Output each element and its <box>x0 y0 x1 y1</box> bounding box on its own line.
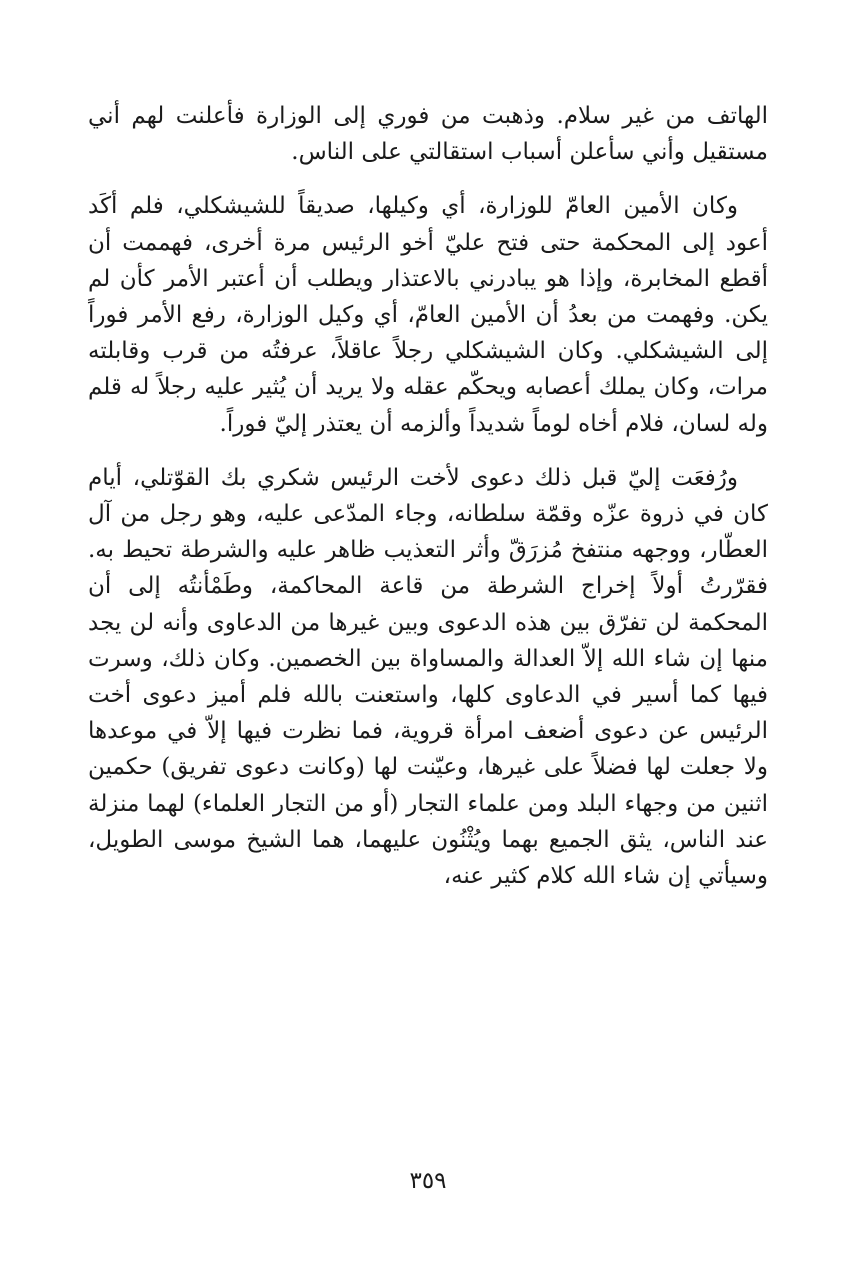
paragraph-continued: الهاتف من غير سلام. وذهبت من فوري إلى الوزارة فأعلنت لهم أني مستقيل وأني سأعلن أسباب استقالتي على الناس. <box>88 103 768 166</box>
body-text <box>88 98 768 894</box>
page-number: ٣٥٩ <box>409 1168 447 1194</box>
paragraph: ورُفعَت إليّ قبل ذلك دعوى لأخت الرئيس شكري بك القوّتلي، أيام كان في ذروة عزّه وقمّة سلطانه، وجاء المدّعى عليه، وهو رجل من آل العطّار، ووجهه منتفخ مُزرَقّ وأثر التعذيب ظاهر عليه والشرطة تحيط به. فقرّرتُ أولاً إخراج الشرطة من قاعة المحاكمة، وطَمْأنتُه إلى أن المحكمة لن تفرّق بين هذه الدعوى وبين غيرها من الدعاوى وأنه لن يجد منها إن شاء الله إلاّ العدالة والمساواة بين الخصمين. وكان ذلك، وسرت فيها كما أسير في الدعاوى كلها، واستعنت بالله فلم أميز دعوى أخت الرئيس عن دعوى أضعف امرأة قروية، فما نظرت فيها إلاّ في موعدها ولا جعلت لها فضلاً على غيرها، وعيّنت لها (وكانت دعوى تفريق) حكمين اثنين من وجهاء البلد ومن علماء التجار (أو من التجار العلماء) لهما منزلة عند الناس، يثق الجميع بهما ويُثْنُون عليهما، هما الشيخ موسى الطويل، وسيأتي إن شاء الله كلام كثير عنه، <box>88 464 768 890</box>
paragraph: وكان الأمين العامّ للوزارة، أي وكيلها، صديقاً للشيشكلي، فلم أكَد أعود إلى المحكمة حتى فتح عليّ أخو الرئيس مرة أخرى، فهممت أن أقطع المخابرة، وإذا هو يبادرني بالاعتذار ويطلب أن أعتبر الأمر كأن لم يكن. وفهمت من بعدُ أن الأمين العامّ، أي وكيل الوزارة، رفع الأمر فوراً إلى الشيشكلي. وكان الشيشكلي رجلاً عاقلاً، عرفتُه من قرب وقابلته مرات، وكان يملك أعصابه ويحكّم عقله ولا يريد أن يُثير عليه رجلاً له قلم وله لسان، فلام أخاه لوماً شديداً وألزمه أن يعتذر إليّ فوراً. <box>88 193 769 437</box>
book-page <box>88 98 768 1208</box>
